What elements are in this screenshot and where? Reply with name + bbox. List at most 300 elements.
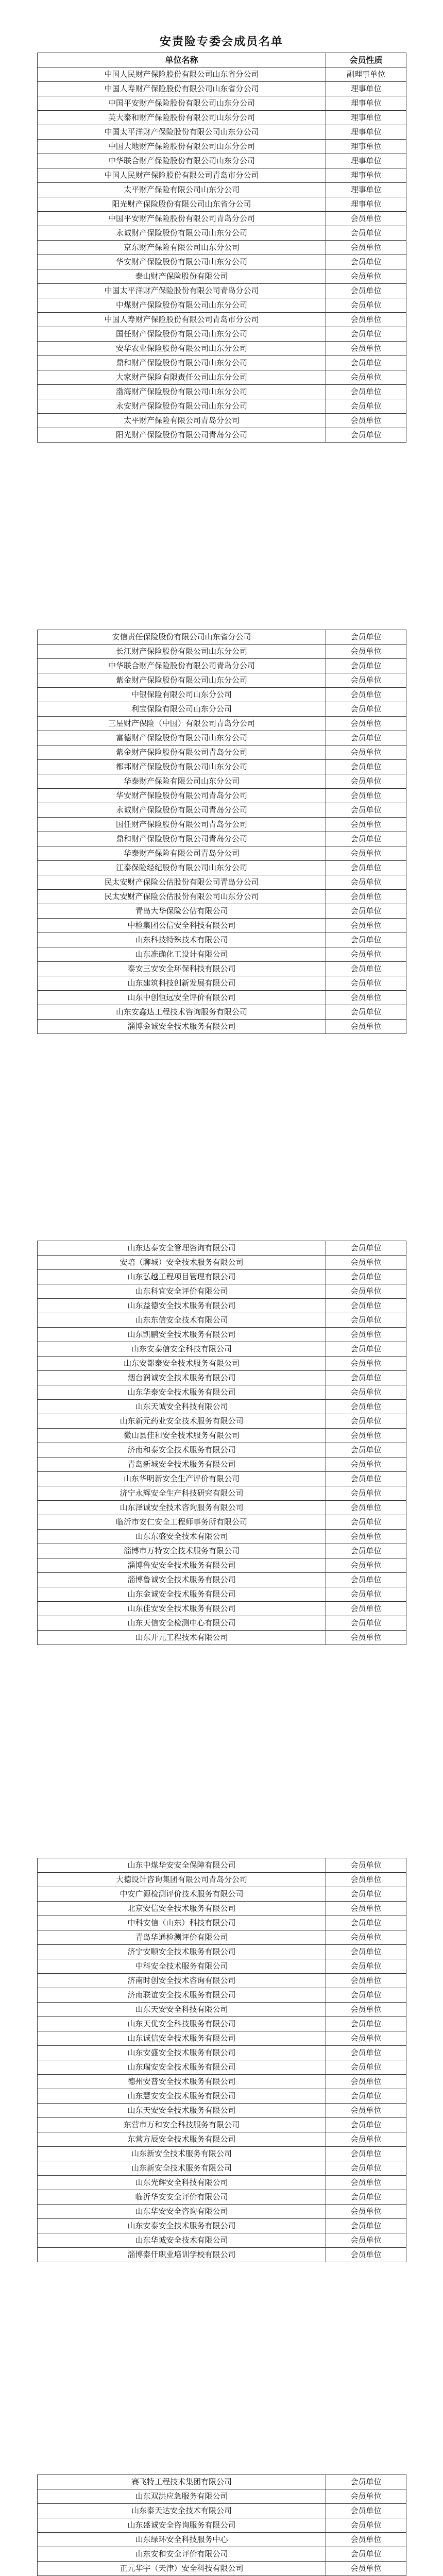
unit-name-cell: 北京安信安全技术服务有限公司 (38, 1902, 326, 1916)
member-type-cell: 会员单位 (326, 1902, 406, 1916)
table-row (38, 1631, 406, 1645)
member-type-cell: 会员单位 (326, 1858, 406, 1873)
unit-name-cell: 淄博泰仟职业培训学校有限公司 (38, 2248, 326, 2262)
table-row (38, 933, 406, 947)
member-type-cell: 会员单位 (326, 2233, 406, 2248)
table-row (38, 96, 406, 111)
member-type-cell: 会员单位 (326, 962, 406, 976)
unit-name-cell: 中安广源检测评价技术服务有限公司 (38, 1887, 326, 1902)
member-type-cell: 会员单位 (326, 789, 406, 803)
member-type-cell: 会员单位 (326, 976, 406, 991)
member-table-2 (37, 630, 406, 1034)
unit-name-cell: 泰安三安安全环保科技有限公司 (38, 962, 326, 976)
member-type-cell: 会员单位 (326, 1887, 406, 1902)
member-type-cell: 会员单位 (326, 327, 406, 342)
unit-name-cell: 山东双洪应急服务有限公司 (38, 2489, 326, 2504)
unit-name-cell: 山东泽诚安全技术咨询服务有限公司 (38, 1501, 326, 1515)
table-row (38, 2547, 406, 2562)
unit-name-cell: 山东天安安全技术服务有限公司 (38, 2104, 326, 2118)
table-row (38, 745, 406, 760)
table-row (38, 1959, 406, 1974)
member-type-cell: 会员单位 (326, 1988, 406, 2003)
member-type-cell: 会员单位 (326, 241, 406, 255)
member-type-cell: 会员单位 (326, 2003, 406, 2017)
unit-name-cell: 山东新元药业安全技术服务有限公司 (38, 1414, 326, 1429)
unit-name-cell: 中国平安财产保险股份有限公司山东分公司 (38, 96, 326, 111)
member-type-cell: 会员单位 (326, 630, 406, 645)
table-row (38, 1916, 406, 1930)
table-row (38, 861, 406, 875)
unit-name-cell: 长江财产保险股份有限公司山东分公司 (38, 645, 326, 659)
member-type-cell: 会员单位 (326, 2132, 406, 2147)
unit-name-cell: 华泰财产保险有限公司青岛分公司 (38, 846, 326, 861)
member-type-cell: 会员单位 (326, 1472, 406, 1486)
table-row (38, 226, 406, 241)
table-row (38, 1357, 406, 1371)
member-type-cell: 理事单位 (326, 168, 406, 183)
unit-name-cell: 太平财产保险有限公司青岛分公司 (38, 414, 326, 428)
member-type-cell: 会员单位 (326, 861, 406, 875)
unit-name-cell: 山东新安全技术服务有限公司 (38, 2161, 326, 2176)
unit-name-cell: 济宁安顺安全技术服务有限公司 (38, 1945, 326, 1959)
member-type-cell: 会员单位 (326, 226, 406, 241)
member-type-cell: 会员单位 (326, 875, 406, 890)
unit-name-cell: 中华联合财产保险股份有限公司山东分公司 (38, 154, 326, 168)
table-row (38, 370, 406, 385)
table-row (38, 1313, 406, 1328)
member-type-cell: 副理事单位 (326, 67, 406, 82)
header-unit-name: 单位名称 (38, 53, 326, 67)
member-type-cell: 会员单位 (326, 284, 406, 298)
unit-name-cell: 紫金财产保险股份有限公司青岛分公司 (38, 745, 326, 760)
unit-name-cell: 山东瑞安安全技术服务有限公司 (38, 2060, 326, 2075)
unit-name-cell: 淄博金诚安全技术服务有限公司 (38, 1020, 326, 1034)
unit-name-cell: 山东天诚安全科技有限公司 (38, 1400, 326, 1414)
member-type-cell: 会员单位 (326, 1945, 406, 1959)
member-type-cell: 会员单位 (326, 659, 406, 673)
table-row (38, 1429, 406, 1443)
member-type-cell: 会员单位 (326, 414, 406, 428)
member-type-cell: 会员单位 (326, 832, 406, 846)
member-type-cell: 会员单位 (326, 890, 406, 904)
table-row (38, 1573, 406, 1587)
table-row (38, 1616, 406, 1631)
unit-name-cell: 青岛新城安全技术服务有限公司 (38, 1458, 326, 1472)
unit-name-cell: 山东华明新安全生产评价有限公司 (38, 1472, 326, 1486)
member-type-cell: 会员单位 (326, 1005, 406, 1020)
member-type-cell: 会员单位 (326, 298, 406, 313)
unit-name-cell: 青岛华通检测评价有限公司 (38, 1930, 326, 1945)
unit-name-cell: 山东中创恒远安全评价有限公司 (38, 991, 326, 1005)
table-row (38, 947, 406, 962)
unit-name-cell: 山东绿环安全科技服务中心 (38, 2533, 326, 2547)
member-type-cell: 会员单位 (326, 1357, 406, 1371)
unit-name-cell: 国任财产保险股份有限公司山东分公司 (38, 327, 326, 342)
member-type-cell: 会员单位 (326, 1873, 406, 1887)
table-row (38, 428, 406, 443)
unit-name-cell: 济南和泰安全技术服务有限公司 (38, 1443, 326, 1458)
member-type-cell: 会员单位 (326, 1241, 406, 1256)
unit-name-cell: 中国人寿财产保险股份有限公司山东省分公司 (38, 82, 326, 96)
table-row (38, 2046, 406, 2060)
table-row (38, 760, 406, 774)
member-type-cell: 会员单位 (326, 2118, 406, 2132)
table-row (38, 2205, 406, 2219)
unit-name-cell: 太平财产保险有限公司山东分公司 (38, 183, 326, 197)
table-row (38, 1342, 406, 1357)
member-type-cell: 会员单位 (326, 1530, 406, 1544)
table-row (38, 327, 406, 342)
table-row (38, 183, 406, 197)
member-type-cell: 会员单位 (326, 1974, 406, 1988)
table-row (38, 2003, 406, 2017)
unit-name-cell: 阳光财产保险股份有限公司山东省分公司 (38, 197, 326, 212)
member-table-3 (37, 1241, 406, 1645)
unit-name-cell: 赛飞特工程技术集团有限公司 (38, 2475, 326, 2489)
member-type-cell: 会员单位 (326, 1930, 406, 1945)
member-type-cell: 会员单位 (326, 1501, 406, 1515)
member-table-4 (37, 1858, 406, 2262)
unit-name-cell: 安培（聊城）安全技术服务有限公司 (38, 1256, 326, 1270)
table-row (38, 832, 406, 846)
table-row (38, 1501, 406, 1515)
unit-name-cell: 鼎和财产保险股份有限公司山东分公司 (38, 356, 326, 370)
table-row (38, 82, 406, 96)
unit-name-cell: 利宝保险有限公司山东分公司 (38, 702, 326, 717)
member-type-cell: 会员单位 (326, 933, 406, 947)
table-row (38, 313, 406, 327)
unit-name-cell: 东营方辰安全技术服务有限公司 (38, 2132, 326, 2147)
member-type-cell: 理事单位 (326, 154, 406, 168)
member-type-cell: 理事单位 (326, 96, 406, 111)
member-type-cell: 会员单位 (326, 1458, 406, 1472)
member-type-cell: 会员单位 (326, 846, 406, 861)
table-row (38, 125, 406, 140)
member-type-cell: 会员单位 (326, 760, 406, 774)
unit-name-cell: 山东慧安安全技术服务有限公司 (38, 2089, 326, 2104)
table-row (38, 2562, 406, 2576)
table-row (38, 1486, 406, 1501)
unit-name-cell: 江泰保险经纪股份有限公司山东分公司 (38, 861, 326, 875)
unit-name-cell: 山东安盛安全技术服务有限公司 (38, 2046, 326, 2060)
table-row (38, 2075, 406, 2089)
member-type-cell: 会员单位 (326, 1299, 406, 1313)
table-row (38, 1587, 406, 1602)
member-type-cell: 会员单位 (326, 803, 406, 818)
unit-name-cell: 中国人寿财产保险股份有限公司青岛市分公司 (38, 313, 326, 327)
unit-name-cell: 中国人民财产保险股份有限公司山东省分公司 (38, 67, 326, 82)
member-type-cell: 会员单位 (326, 2475, 406, 2489)
unit-name-cell: 民太安财产保险公估股份有限公司山东分公司 (38, 890, 326, 904)
table-row (38, 2147, 406, 2161)
unit-name-cell: 京东财产保险有限公司山东分公司 (38, 241, 326, 255)
member-type-cell: 会员单位 (326, 2060, 406, 2075)
unit-name-cell: 中国人民财产保险股份有限公司青岛市分公司 (38, 168, 326, 183)
member-type-cell: 会员单位 (326, 1400, 406, 1414)
unit-name-cell: 中科安全技术服务有限公司 (38, 1959, 326, 1974)
member-type-cell: 会员单位 (326, 1616, 406, 1631)
unit-name-cell: 中国大地财产保险股份有限公司山东分公司 (38, 140, 326, 154)
table-row (38, 1328, 406, 1342)
table-row (38, 1930, 406, 1945)
member-type-cell: 会员单位 (326, 1385, 406, 1400)
member-type-cell: 会员单位 (326, 2075, 406, 2089)
unit-name-cell: 富德财产保险股份有限公司山东分公司 (38, 731, 326, 745)
table-row (38, 1544, 406, 1558)
table-row (38, 1945, 406, 1959)
unit-name-cell: 山东安和安全评价有限公司 (38, 2547, 326, 2562)
unit-name-cell: 山东建筑科技创新发展有限公司 (38, 976, 326, 991)
unit-name-cell: 国任财产保险股份有限公司青岛分公司 (38, 818, 326, 832)
member-table-5 (37, 2475, 406, 2576)
unit-name-cell: 永安财产保险股份有限公司山东分公司 (38, 399, 326, 414)
table-row (38, 111, 406, 125)
unit-name-cell: 华泰财产保险有限公司山东分公司 (38, 774, 326, 789)
unit-name-cell: 华安财产保险股份有限公司青岛分公司 (38, 789, 326, 803)
member-type-cell: 会员单位 (326, 1256, 406, 1270)
table-row (38, 1902, 406, 1916)
member-type-cell: 会员单位 (326, 2219, 406, 2233)
table-row (38, 356, 406, 370)
unit-name-cell: 民太安财产保险公估股份有限公司青岛分公司 (38, 875, 326, 890)
unit-name-cell: 三星财产保险（中国）有限公司青岛分公司 (38, 717, 326, 731)
table-row (38, 1887, 406, 1902)
unit-name-cell: 山东诚信安全技术服务有限公司 (38, 2031, 326, 2046)
member-type-cell: 会员单位 (326, 1544, 406, 1558)
unit-name-cell: 山东益德安全技术服务有限公司 (38, 1299, 326, 1313)
unit-name-cell: 山东天安安全科技有限公司 (38, 2003, 326, 2017)
page-title: 安责险专委会成员名单 (159, 36, 283, 48)
unit-name-cell: 烟台润诚安全技术服务有限公司 (38, 1371, 326, 1385)
unit-name-cell: 大家财产保险有限责任公司山东分公司 (38, 370, 326, 385)
unit-name-cell: 山东安泰信安全科技有限公司 (38, 1342, 326, 1357)
member-type-cell: 会员单位 (326, 673, 406, 688)
unit-name-cell: 山东东盛安全技术有限公司 (38, 1530, 326, 1544)
unit-name-cell: 鼎和财产保险股份有限公司青岛分公司 (38, 832, 326, 846)
unit-name-cell: 山东安泰安全技术服务有限公司 (38, 2219, 326, 2233)
table-row (38, 1988, 406, 2003)
member-type-cell: 会员单位 (326, 342, 406, 356)
table-row (38, 2248, 406, 2262)
header-member-type: 会员性质 (326, 53, 406, 67)
table-row (38, 630, 406, 645)
member-type-cell: 会员单位 (326, 2176, 406, 2190)
unit-name-cell: 山东科技特殊技术有限公司 (38, 933, 326, 947)
unit-name-cell: 临沂华安安全评价有限公司 (38, 2190, 326, 2205)
table-row (38, 2219, 406, 2233)
member-type-cell: 会员单位 (326, 399, 406, 414)
table-row (38, 2233, 406, 2248)
table-row (38, 284, 406, 298)
table-row (38, 1241, 406, 1256)
unit-name-cell: 山东华诚安全技术有限公司 (38, 2233, 326, 2248)
member-type-cell: 会员单位 (326, 313, 406, 327)
table-row (38, 269, 406, 284)
table-row (38, 1472, 406, 1486)
member-type-cell: 会员单位 (326, 370, 406, 385)
table-row (38, 168, 406, 183)
table-header-row (38, 53, 406, 67)
table-row (38, 962, 406, 976)
member-type-cell: 会员单位 (326, 1959, 406, 1974)
member-type-cell: 会员单位 (326, 1342, 406, 1357)
table-row (38, 818, 406, 832)
unit-name-cell: 安信责任保险股份有限公司山东省分公司 (38, 630, 326, 645)
table-row (38, 774, 406, 789)
table-row (38, 1371, 406, 1385)
table-row (38, 1005, 406, 1020)
member-type-cell: 会员单位 (326, 702, 406, 717)
table-row (38, 1558, 406, 1573)
table-row (38, 2104, 406, 2118)
table-row (38, 2031, 406, 2046)
table-row (38, 212, 406, 226)
member-type-cell: 会员单位 (326, 1313, 406, 1328)
member-type-cell: 会员单位 (326, 1328, 406, 1342)
member-type-cell: 理事单位 (326, 197, 406, 212)
table-row (38, 904, 406, 919)
table-row (38, 414, 406, 428)
member-type-cell: 会员单位 (326, 2504, 406, 2518)
unit-name-cell: 山东东信安全技术有限公司 (38, 1313, 326, 1328)
member-type-cell: 会员单位 (326, 2161, 406, 2176)
member-type-cell: 会员单位 (326, 2046, 406, 2060)
member-type-cell: 会员单位 (326, 2031, 406, 2046)
table-row (38, 991, 406, 1005)
table-row (38, 659, 406, 673)
unit-name-cell: 淄博市万特安全技术服务有限公司 (38, 1544, 326, 1558)
member-type-cell: 会员单位 (326, 1916, 406, 1930)
member-type-cell: 会员单位 (326, 2562, 406, 2576)
unit-name-cell: 山东光辉安全科技有限公司 (38, 2176, 326, 2190)
table-row (38, 890, 406, 904)
unit-name-cell: 济南联谊安全技术服务有限公司 (38, 1988, 326, 2003)
unit-name-cell: 中国平安财产保险股份有限公司青岛分公司 (38, 212, 326, 226)
member-type-cell: 会员单位 (326, 2533, 406, 2547)
member-type-cell: 理事单位 (326, 111, 406, 125)
unit-name-cell: 中华联合财产保险股份有限公司青岛分公司 (38, 659, 326, 673)
member-type-cell: 会员单位 (326, 2089, 406, 2104)
member-type-cell: 会员单位 (326, 385, 406, 399)
member-type-cell: 会员单位 (326, 2547, 406, 2562)
unit-name-cell: 英大泰和财产保险股份有限公司山东分公司 (38, 111, 326, 125)
table-row (38, 385, 406, 399)
table-row (38, 688, 406, 702)
unit-name-cell: 济南时创安全技术咨询有限公司 (38, 1974, 326, 1988)
unit-name-cell: 山东准确化工设计有限公司 (38, 947, 326, 962)
unit-name-cell: 中科安信（山东）科技有限公司 (38, 1916, 326, 1930)
unit-name-cell: 山东科宜安全评价有限公司 (38, 1284, 326, 1299)
unit-name-cell: 山东安鑫达工程技术咨询服务有限公司 (38, 1005, 326, 1020)
table-row (38, 2089, 406, 2104)
member-type-cell: 会员单位 (326, 904, 406, 919)
member-type-cell: 会员单位 (326, 2205, 406, 2219)
member-table-1 (37, 53, 406, 443)
table-row (38, 399, 406, 414)
member-type-cell: 会员单位 (326, 428, 406, 443)
table-row (38, 1256, 406, 1270)
table-row (38, 1299, 406, 1313)
unit-name-cell: 阳光财产保险股份有限公司青岛分公司 (38, 428, 326, 443)
unit-name-cell: 山东盛诚安全咨询服务有限公司 (38, 2518, 326, 2533)
member-type-cell: 会员单位 (326, 2248, 406, 2262)
table-row (38, 976, 406, 991)
member-type-cell: 会员单位 (326, 1558, 406, 1573)
member-type-cell: 会员单位 (326, 1573, 406, 1587)
member-type-cell: 会员单位 (326, 2190, 406, 2205)
unit-name-cell: 山东达泰安全管理咨询有限公司 (38, 1241, 326, 1256)
member-type-cell: 会员单位 (326, 745, 406, 760)
member-type-cell: 会员单位 (326, 1020, 406, 1034)
table-row (38, 154, 406, 168)
table-row (38, 1400, 406, 1414)
member-type-cell: 理事单位 (326, 82, 406, 96)
unit-name-cell: 山东华安安全咨询有限公司 (38, 2205, 326, 2219)
member-type-cell: 会员单位 (326, 717, 406, 731)
table-row (38, 1458, 406, 1472)
table-row (38, 2489, 406, 2504)
unit-name-cell: 山东泰天达安全技术有限公司 (38, 2504, 326, 2518)
unit-name-cell: 紫金财产保险股份有限公司山东分公司 (38, 673, 326, 688)
unit-name-cell: 山东凯鹏安全技术服务有限公司 (38, 1328, 326, 1342)
table-row (38, 803, 406, 818)
member-type-cell: 会员单位 (326, 1414, 406, 1429)
member-type-cell: 会员单位 (326, 919, 406, 933)
table-row (38, 197, 406, 212)
table-row (38, 2132, 406, 2147)
member-type-cell: 会员单位 (326, 1602, 406, 1616)
table-row (38, 241, 406, 255)
table-row (38, 846, 406, 861)
unit-name-cell: 东营市万和安全科技服务有限公司 (38, 2118, 326, 2132)
table-row (38, 2475, 406, 2489)
unit-name-cell: 永诚财产保险股份有限公司青岛分公司 (38, 803, 326, 818)
table-row (38, 2504, 406, 2518)
table-row (38, 1858, 406, 1873)
unit-name-cell: 临沂市安仁安全工程师事务所有限公司 (38, 1515, 326, 1530)
table-row (38, 702, 406, 717)
unit-name-cell: 青岛大华保险公估有限公司 (38, 904, 326, 919)
member-type-cell: 会员单位 (326, 731, 406, 745)
table-row (38, 342, 406, 356)
table-row (38, 1414, 406, 1429)
unit-name-cell: 淄博鲁诚安全技术服务有限公司 (38, 1573, 326, 1587)
unit-name-cell: 山东天信安全检测中心有限公司 (38, 1616, 326, 1631)
member-type-cell: 会员单位 (326, 1443, 406, 1458)
table-row (38, 1974, 406, 1988)
table-row (38, 1443, 406, 1458)
member-type-cell: 会员单位 (326, 818, 406, 832)
member-type-cell: 会员单位 (326, 1486, 406, 1501)
member-type-cell: 会员单位 (326, 1270, 406, 1284)
table-row (38, 67, 406, 82)
member-type-cell: 会员单位 (326, 255, 406, 269)
table-row (38, 298, 406, 313)
table-row (38, 255, 406, 269)
unit-name-cell: 山东开元工程技术有限公司 (38, 1631, 326, 1645)
unit-name-cell: 正元华宇（天津）安全科技有限公司 (38, 2562, 326, 2576)
table-row (38, 2190, 406, 2205)
table-row (38, 2518, 406, 2533)
table-row (38, 645, 406, 659)
member-type-cell: 理事单位 (326, 183, 406, 197)
unit-name-cell: 安华农业保险股份有限公司山东分公司 (38, 342, 326, 356)
unit-name-cell: 淄博鲁安安全技术服务有限公司 (38, 1558, 326, 1573)
unit-name-cell: 山东佳安安全技术服务有限公司 (38, 1602, 326, 1616)
member-type-cell: 会员单位 (326, 2017, 406, 2031)
table-row (38, 2118, 406, 2132)
unit-name-cell: 山东华泰安全技术服务有限公司 (38, 1385, 326, 1400)
